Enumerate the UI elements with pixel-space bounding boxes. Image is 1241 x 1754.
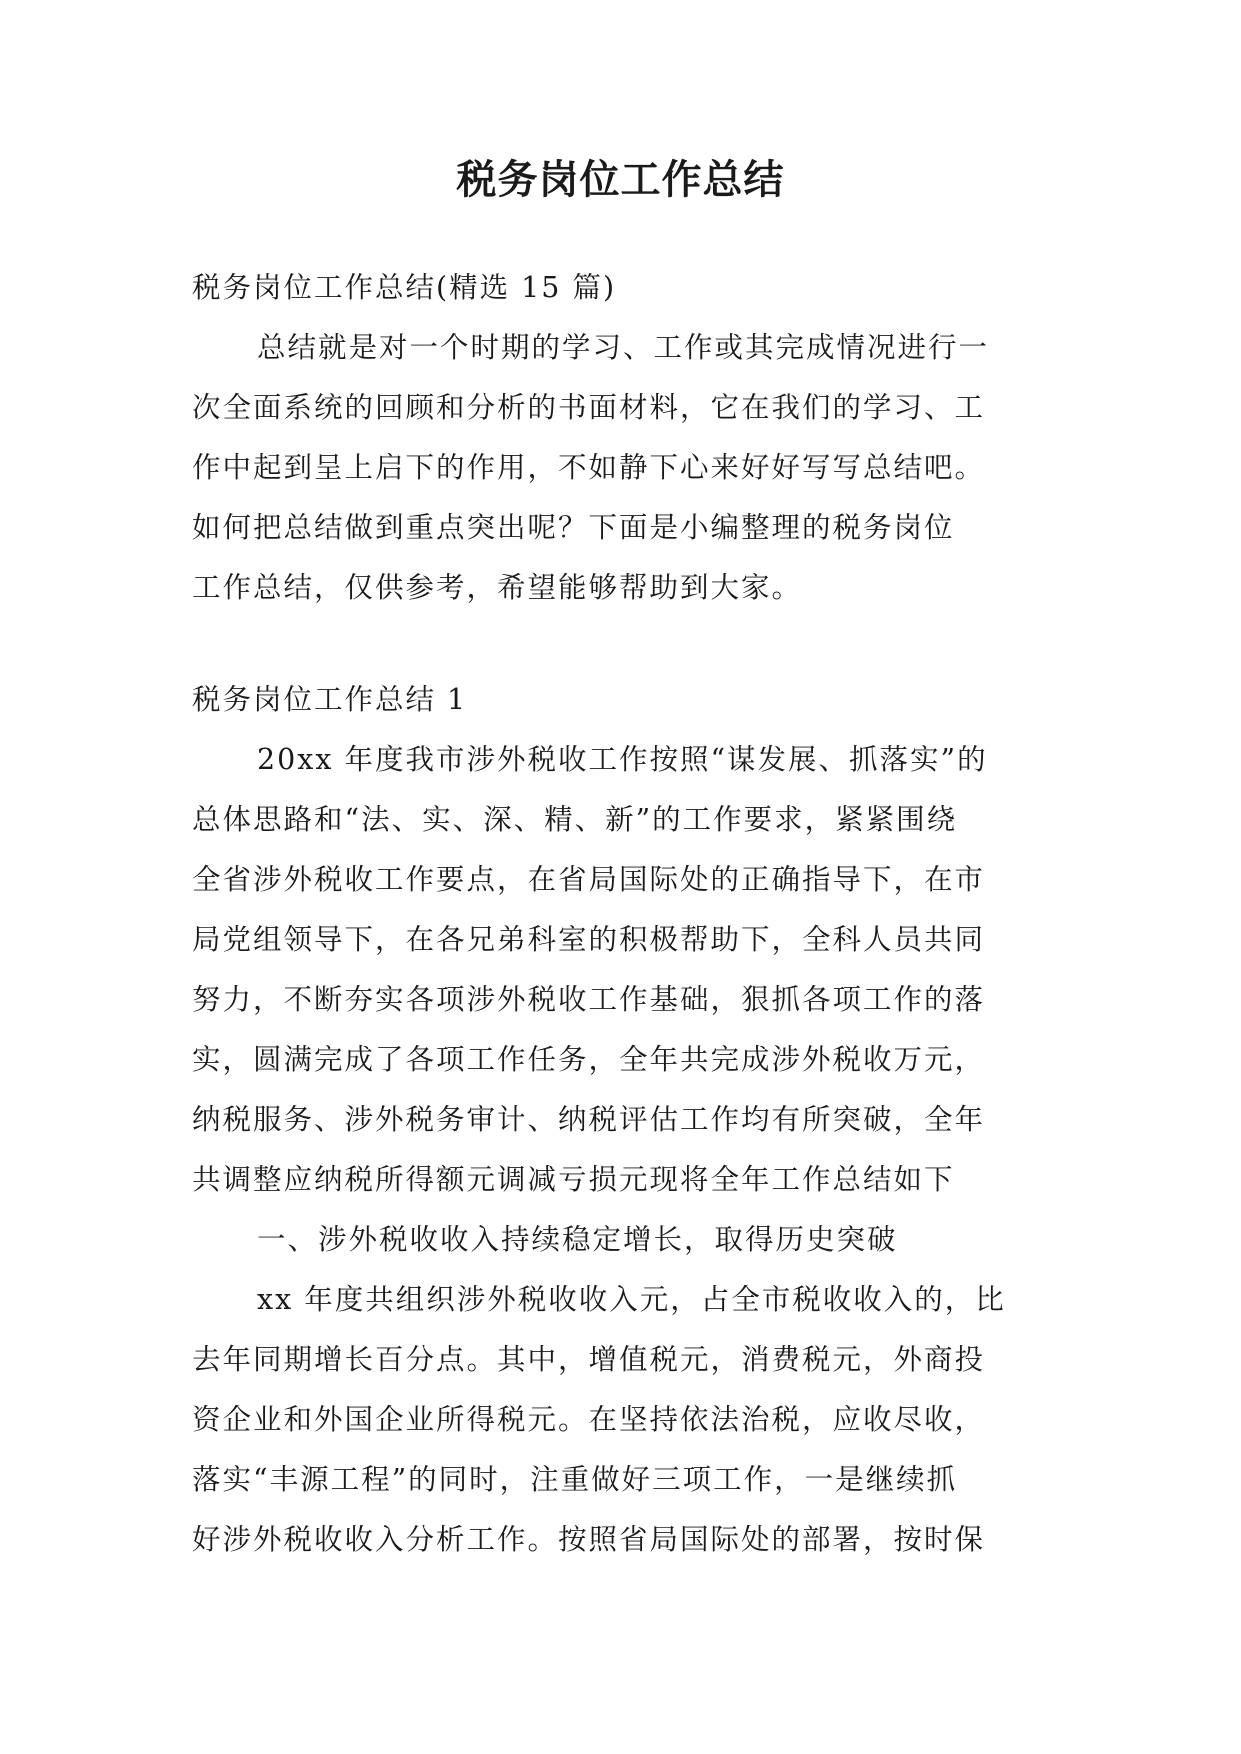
point-line: 资企业和外国企业所得税元。在坚持依法治税，应收尽收，: [192, 1403, 986, 1436]
section-line: 总体思路和“法、实、深、精、新”的工作要求，紧紧围绕: [192, 803, 958, 836]
section-line: 努力，不断夯实各项涉外税收工作基础，狠抓各项工作的落: [192, 983, 986, 1016]
intro-line: 次全面系统的回顾和分析的书面材料，它在我们的学习、工: [192, 391, 986, 424]
point-line: 落实“丰源工程”的同时，注重做好三项工作，一是继续抓: [192, 1463, 958, 1496]
paragraph-gap: [192, 618, 1077, 670]
section-heading: 税务岗位工作总结 1: [192, 683, 468, 716]
document-subtitle: 税务岗位工作总结(精选 15 篇): [192, 271, 617, 304]
intro-line: 如何把总结做到重点突出呢？下面是小编整理的税务岗位: [192, 511, 955, 544]
section-line: 实，圆满完成了各项工作任务，全年共完成涉外税收万元，: [192, 1043, 986, 1076]
point-heading: 一、涉外税收收入持续稳定增长，取得历史突破: [257, 1223, 898, 1256]
point-line: 好涉外税收收入分析工作。按照省局国际处的部署，按时保: [192, 1523, 986, 1556]
intro-line: 总结就是对一个时期的学习、工作或其完成情况进行一: [257, 331, 990, 364]
point-line: xx 年度共组织涉外税收收入元，占全市税收收入的，比: [257, 1283, 1006, 1316]
section-line: 纳税服务、涉外税务审计、纳税评估工作均有所突破，全年: [192, 1103, 986, 1136]
document-body: [192, 258, 1077, 1570]
point-line: 去年同期增长百分点。其中，增值税元，消费税元，外商投: [192, 1343, 986, 1376]
document-title: 税务岗位工作总结: [456, 156, 785, 203]
section-line: 全省涉外税收工作要点，在省局国际处的正确指导下，在市: [192, 863, 986, 896]
intro-line: 作中起到呈上启下的作用，不如静下心来好好写写总结吧。: [192, 451, 986, 484]
intro-line: 工作总结，仅供参考，希望能够帮助到大家。: [192, 571, 803, 604]
section-line: 局党组领导下，在各兄弟科室的积极帮助下，全科人员共同: [192, 923, 986, 956]
section-line: 20xx 年度我市涉外税收工作按照“谋发展、抓落实”的: [257, 743, 988, 776]
section-line: 共调整应纳税所得额元调减亏损元现将全年工作总结如下: [192, 1163, 955, 1196]
